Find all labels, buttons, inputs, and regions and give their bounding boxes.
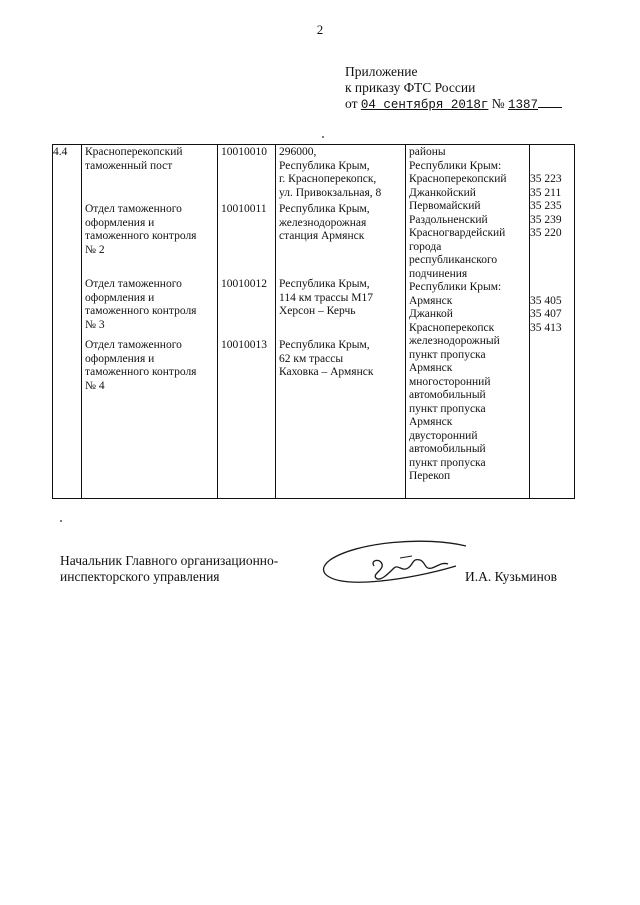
region-line: районы — [409, 146, 446, 158]
region-line: пункт пропуска — [409, 456, 486, 469]
region-line: пункт пропуска — [409, 348, 486, 361]
address-line: Республика Крым, — [279, 278, 370, 290]
unit-name-line: Красноперекопский — [85, 146, 183, 158]
region-line: города — [409, 240, 442, 253]
oktmo-code — [530, 254, 572, 268]
region-line: пункт пропуска — [409, 402, 486, 415]
oktmo-code — [530, 403, 572, 417]
unit-name-line: таможенного контроля — [85, 230, 197, 242]
unit-name-line: № 4 — [85, 379, 105, 392]
appendix-title: Приложение — [345, 64, 418, 79]
address-line: станция Армянск — [279, 230, 365, 242]
address-line: 296000, — [279, 146, 317, 158]
oktmo-code — [530, 160, 572, 174]
oktmo-code — [530, 470, 572, 484]
row-index: 4.4 — [53, 146, 68, 158]
oktmo-code: 35 235 — [530, 200, 562, 212]
unit-name-line: № 3 — [85, 318, 105, 331]
unit-name-line: таможенного контроля — [85, 366, 197, 378]
scan-speck — [60, 520, 62, 522]
oktmo-code: 35 407 — [530, 308, 562, 320]
region-line: Раздольненский — [409, 213, 488, 226]
region-line: Перекоп — [409, 470, 451, 482]
unit-code: 10010011 — [221, 203, 267, 215]
unit-name-line: № 2 — [85, 243, 105, 256]
order-number: 1387 — [508, 98, 539, 112]
unit-name-line: оформления и — [85, 352, 155, 365]
region-line: многосторонний — [409, 375, 491, 388]
region-line: железнодорожный — [409, 335, 500, 347]
region-cell — [406, 145, 530, 499]
customs-units-table — [52, 144, 575, 499]
signer-block — [60, 553, 278, 585]
region-line: Красноперекопский — [409, 173, 507, 185]
oktmo-code — [530, 362, 572, 376]
address-line: 114 км трассы М17 — [279, 291, 373, 304]
oktmo-code — [530, 416, 572, 430]
unit-name-line: таможенный пост — [85, 159, 173, 172]
oktmo-code — [530, 349, 572, 363]
oktmo-code: 35 223 — [530, 173, 562, 185]
unit-name-line: Отдел таможенного — [85, 203, 182, 215]
unit-name-line: оформления и — [85, 216, 155, 229]
region-line: Джанкойский — [409, 186, 476, 199]
unit-address-cell — [276, 145, 406, 499]
order-number-underline — [538, 97, 562, 108]
oktmo-code — [530, 268, 572, 282]
region-line: Республики Крым: — [409, 159, 502, 172]
region-line: Красноперекопск — [409, 321, 495, 334]
region-line: подчинения — [409, 267, 468, 280]
region-line: Первомайский — [409, 200, 481, 212]
appendix-date-line — [345, 96, 562, 113]
unit-name-line: Отдел таможенного — [85, 339, 182, 351]
region-line: двусторонний — [409, 429, 478, 442]
oktmo-code — [530, 443, 572, 457]
unit-code: 10010013 — [221, 339, 267, 351]
address-line: Каховка – Армянск — [279, 366, 374, 378]
address-line: Республика Крым, — [279, 203, 370, 215]
region-line: Красногвардейский — [409, 227, 506, 239]
oktmo-code — [530, 430, 572, 444]
oktmo-code — [530, 281, 572, 295]
region-line: автомобильный — [409, 389, 486, 401]
oktmo-code-cell — [530, 145, 575, 499]
row-index-cell — [53, 145, 82, 499]
unit-name-line: оформления и — [85, 291, 155, 304]
unit-name-cell — [82, 145, 218, 499]
oktmo-code: 35 413 — [530, 321, 562, 334]
date-prefix: от — [345, 96, 358, 111]
unit-name-line: Отдел таможенного — [85, 278, 182, 290]
number-sign: № — [491, 96, 505, 111]
region-line: Армянск — [409, 416, 453, 428]
table-row — [53, 145, 575, 499]
oktmo-code — [530, 457, 572, 471]
address-line: ул. Привокзальная, 8 — [279, 186, 382, 199]
region-line: Джанкой — [409, 308, 453, 320]
region-line: Республики Крым: — [409, 281, 502, 293]
unit-code-cell — [218, 145, 276, 499]
signer-title: инспекторского управления — [60, 569, 220, 584]
region-line: республиканского — [409, 254, 498, 266]
oktmo-code — [530, 241, 572, 255]
scan-speck — [322, 136, 324, 138]
region-line: автомобильный — [409, 443, 486, 455]
address-line: Республика Крым, — [279, 339, 370, 351]
unit-code: 10010012 — [221, 278, 267, 290]
address-line: Херсон – Керчь — [279, 305, 356, 317]
address-line: 62 км трассы — [279, 352, 344, 365]
oktmo-code: 35 211 — [530, 186, 562, 199]
unit-name-line: таможенного контроля — [85, 305, 197, 317]
oktmo-code — [530, 389, 572, 403]
signer-title: Начальник Главного организационно- — [60, 553, 279, 568]
address-line: Республика Крым, — [279, 159, 370, 172]
region-line: Армянск — [409, 362, 453, 374]
oktmo-code: 35 239 — [530, 213, 562, 226]
unit-code: 10010010 — [221, 146, 267, 158]
handwritten-signature — [316, 538, 476, 586]
signer-name: И.А. Кузьминов — [465, 569, 557, 584]
appendix-header — [345, 64, 562, 113]
oktmo-code — [530, 146, 572, 160]
address-line: железнодорожная — [279, 216, 367, 229]
oktmo-code — [530, 335, 572, 349]
oktmo-code: 35 405 — [530, 294, 562, 307]
region-line: Армянск — [409, 294, 453, 307]
appendix-order-ref: к приказу ФТС России — [345, 80, 476, 95]
address-line: г. Красноперекопск, — [279, 173, 377, 185]
oktmo-code: 35 220 — [530, 227, 562, 239]
order-date: 04 сентября 2018г — [360, 98, 489, 112]
page-number: 2 — [316, 22, 324, 37]
oktmo-code — [530, 376, 572, 390]
